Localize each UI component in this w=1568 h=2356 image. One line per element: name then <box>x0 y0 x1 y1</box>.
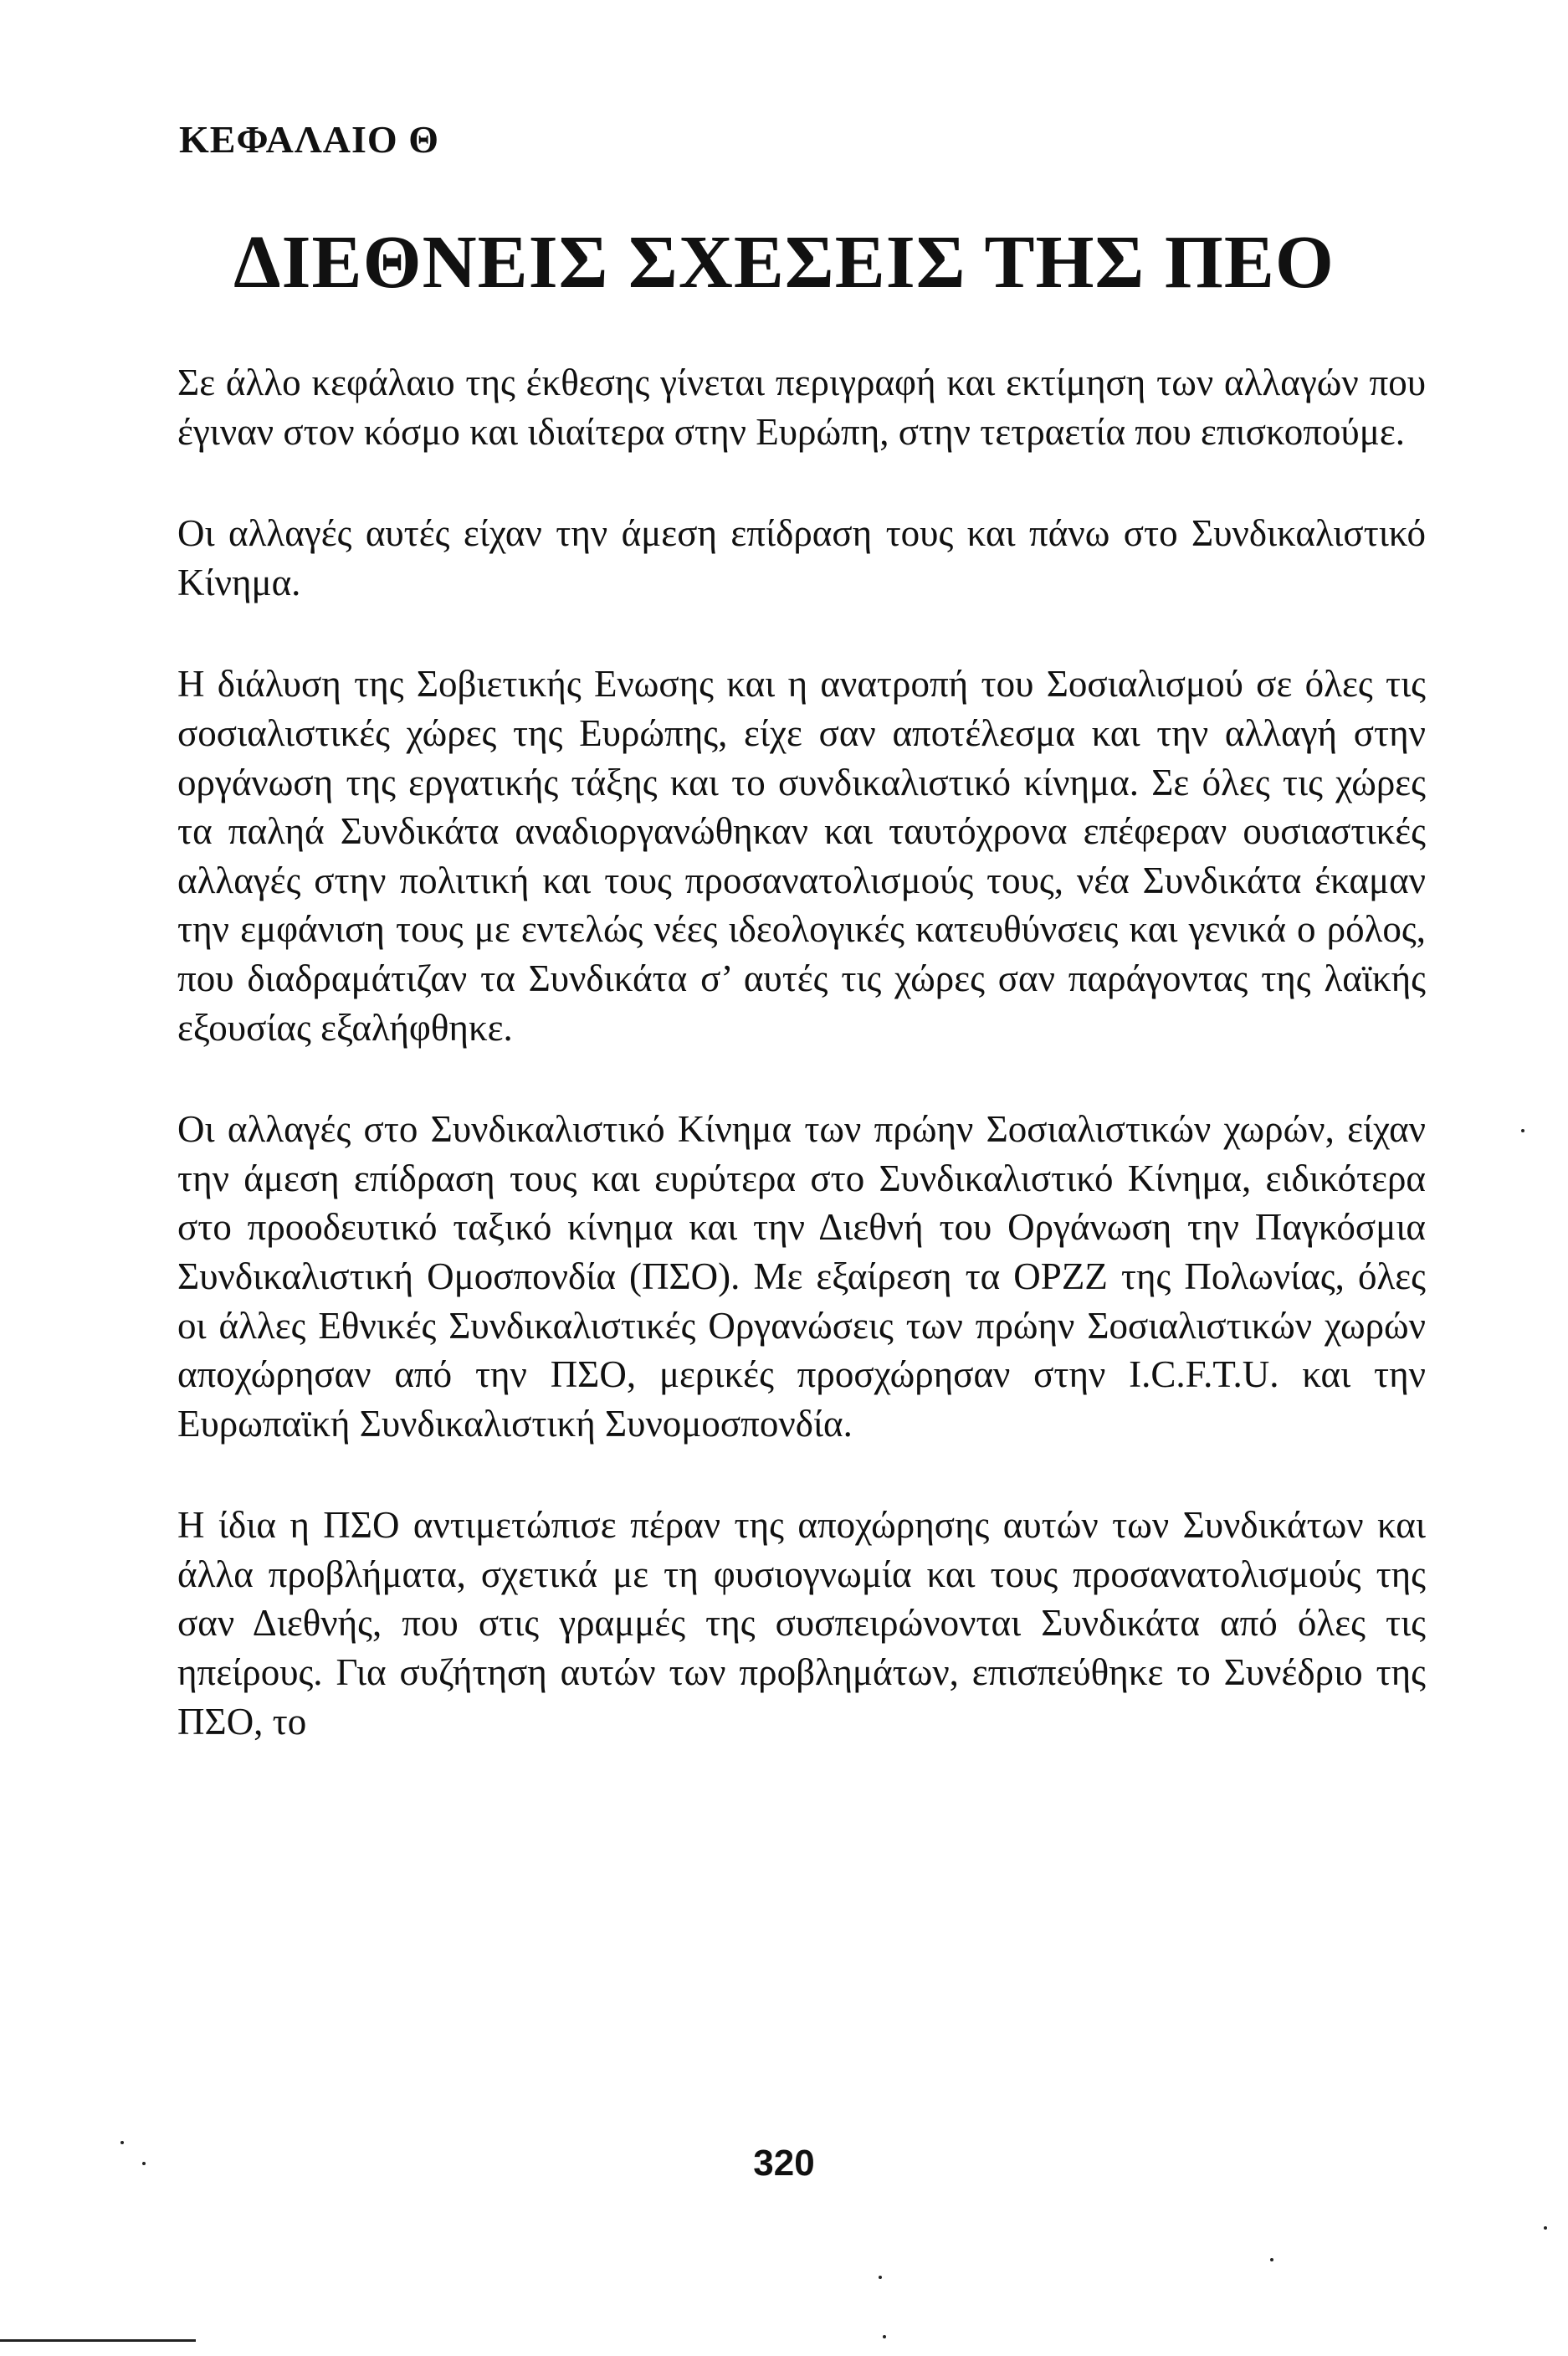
scan-speck <box>1521 1129 1524 1132</box>
paragraph: Οι αλλαγές στο Συνδικαλιστικό Κίνημα των πρώην Σοσιαλιστικών χωρών, είχαν την άμεση επίδραση τους και ευρύτερα στο Συνδικαλιστικό Κίνημα, ειδικότερα στο προοδευτικό ταξικό κίνημα και την Διεθνή του Οργάνωση την Παγκόσμια Συνδικαλιστική Ομοσπονδία (ΠΣΟ). Με εξαίρεση τα OPZZ της Πολωνίας, όλες οι άλλες Εθνικές Συνδικαλιστικές Οργανώσεις των πρώην Σοσιαλιστικών χωρών αποχώρησαν από την ΠΣΟ, μερικές προσχώρησαν στην I.C.F.T.U. και την Ευρωπαϊκή Συνδικαλιστική Συνομοσπονδία. <box>177 1108 1426 1445</box>
paragraph: Σε άλλο κεφάλαιο της έκθεσης γίνεται περιγραφή και εκτίμηση των αλλαγών που έγιναν στον κόσμο και ιδιαίτερα στην Ευρώπη, στην τετραετία που επισκοπούμε. <box>177 362 1426 453</box>
chapter-title: ΔΙΕΘΝΕΙΣ ΣΧΕΣΕΙΣ ΤΗΣ ΠΕΟ <box>233 221 1335 304</box>
paragraph: Οι αλλαγές αυτές είχαν την άμεση επίδραση τους και πάνω στο Συνδικαλιστικό Κίνημα. <box>177 512 1426 603</box>
scan-speck <box>883 2335 886 2338</box>
scan-speck <box>1544 2226 1547 2230</box>
paragraph: Η διάλυση της Σοβιετικής Ενωσης και η ανατροπή του Σοσιαλισμού σε όλες τις σοσιαλιστικές χώρες της Ευρώπης, είχε σαν αποτέλεσμα και την αλλαγή στην οργάνωση της εργατικής τάξης και το συνδικαλιστικό κίνημα. Σε όλες τις χώρες τα παληά Συνδικάτα αναδιοργανώθηκαν και ταυτόχρονα επέφεραν ουσιαστικές αλλαγές στην πολιτική και τους προσανατολισμούς τους, νέα Συνδικάτα έκαμαν την εμφάνιση τους με εντελώς νέες ιδεολογικές κατευθύνσεις και γενικά ο ρόλος, που διαδραμάτιζαν τα Συνδικάτα σ’ αυτές τις χώρες σαν παράγοντας της λαϊκής εξουσίας εξαλήφθηκε. <box>177 663 1426 1049</box>
scan-speck <box>120 2141 124 2144</box>
scan-speck <box>879 2276 882 2279</box>
scan-speck <box>1270 2258 1273 2261</box>
paragraph: Η ίδια η ΠΣΟ αντιμετώπισε πέραν της αποχώρησης αυτών των Συνδικάτων και άλλα προβλήματα, σχετικά με τη φυσιογνωμία και τους προσανατολισμούς της σαν Διεθνής, που στις γραμμές της συσπειρώνονται Συνδικάτα από όλες τις ηπείρους. Για συζήτηση αυτών των προβλημάτων, επισπεύθηκε το Συνέδριο της ΠΣΟ, το <box>177 1504 1426 1743</box>
body-text <box>177 358 1426 1746</box>
scan-speck <box>142 2162 146 2165</box>
page-number: 320 <box>753 2143 815 2184</box>
chapter-label: ΚΕΦΑΛΑΙΟ Θ <box>179 118 439 161</box>
scan-edge-line <box>0 2339 196 2342</box>
